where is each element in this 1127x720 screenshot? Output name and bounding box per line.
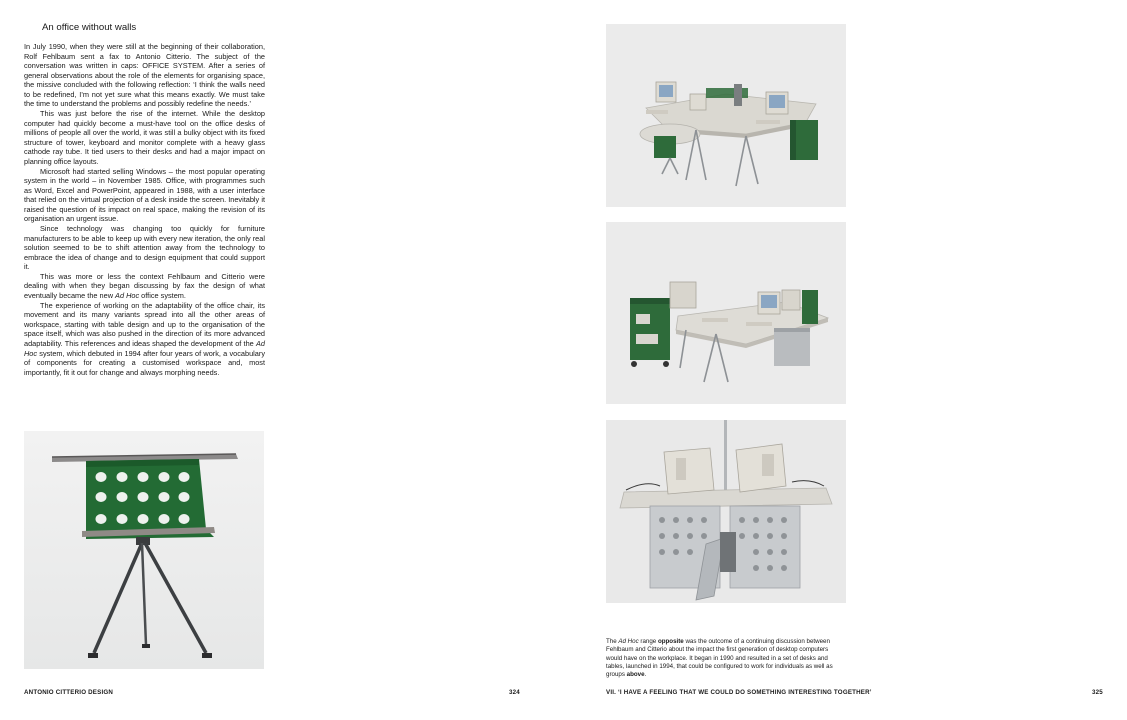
page-number: 324 — [509, 689, 520, 696]
perforated-cabinets-photo — [606, 420, 846, 603]
office-desks-photo — [606, 222, 846, 404]
footer-book-title: ANTONIO CITTERIO DESIGN — [24, 689, 114, 696]
footer-chapter-title: VII. ‘I HAVE A FEELING THAT WE COULD DO SOMETHING INTERESTING TOGETHER’ — [606, 689, 872, 696]
paragraph: This was more or less the context Fehlbaum and Citterio were dealing with when they began discussing by fax the design of what eventually became the new Ad Hoc office system. — [24, 271, 265, 301]
paragraph: Microsoft had started selling Windows – the most popular operating system in the world – in November 1985. Office, with programmes such as Word, Excel and PowerPoint, appeared in 1988, with a user interface that relied on the virtual projection of a desk inside the screen. Inevitably it raised the question of its impact on real space, making the revision of its organisation an urgent issue. — [24, 166, 265, 224]
page-number: 325 — [1092, 689, 1103, 696]
workstation-cluster-photo — [606, 24, 846, 207]
desk-detail-photo — [24, 431, 264, 669]
paragraph: The experience of working on the adaptability of the office chair, its movement and its many variants spread into all the other areas of workspace, starting with table design and up to the organisation of the space itself, which was also pushed in the direction of its more advanced adaptability. This references and ideas shaped the development of the Ad Hoc system, which debuted in 1994 after four years of work, a vocabulary of components for creating a customised workspace and, most importantly, fit it out for change and always morphing needs. — [24, 300, 265, 377]
photo-caption: The Ad Hoc range opposite was the outcome of a continuing discussion between Fehlbaum and Citterio about the impact the first generation of desktop computers would have on the workplace. It began in 1990 and resulted in a set of desks and tables, launched in 1994, that could be configured to work for individuals as well as groups above. — [606, 638, 833, 679]
paragraph: Since technology was changing too quickly for furniture manufacturers to be able to keep up with every new iteration, the only real solution seemed to be to shift attention away from the technology to embrace the idea of change and to design equipment that could support it. — [24, 223, 265, 272]
paragraph: This was just before the rise of the internet. While the desktop computer had quickly become a must-have tool on the office desks of millions of people all over the world, it was still a bulky object with its fixed structure of tower, keyboard and monitor complete with a heavy glass cathode ray tube. It tied users to their desks and had a major impact on planning office layouts. — [24, 109, 265, 166]
section-title: An office without walls — [42, 22, 137, 33]
body-text — [24, 42, 265, 377]
right-page — [563, 0, 1127, 720]
left-page — [0, 0, 563, 720]
paragraph: In July 1990, when they were still at the beginning of their collaboration, Rolf Fehlbaum sent a fax to Antonio Citterio. The subject of the conversation was written in caps: OFFICE SYSTEM. After a series of general observations about the role of the elements for organising space, the missive concluded with the following reflection: ‘I think the walls need to be redefined, I’m not yet sure what this means exactly. We must take the time to understand the problems and possibly redefine the needs.’ — [24, 42, 265, 109]
